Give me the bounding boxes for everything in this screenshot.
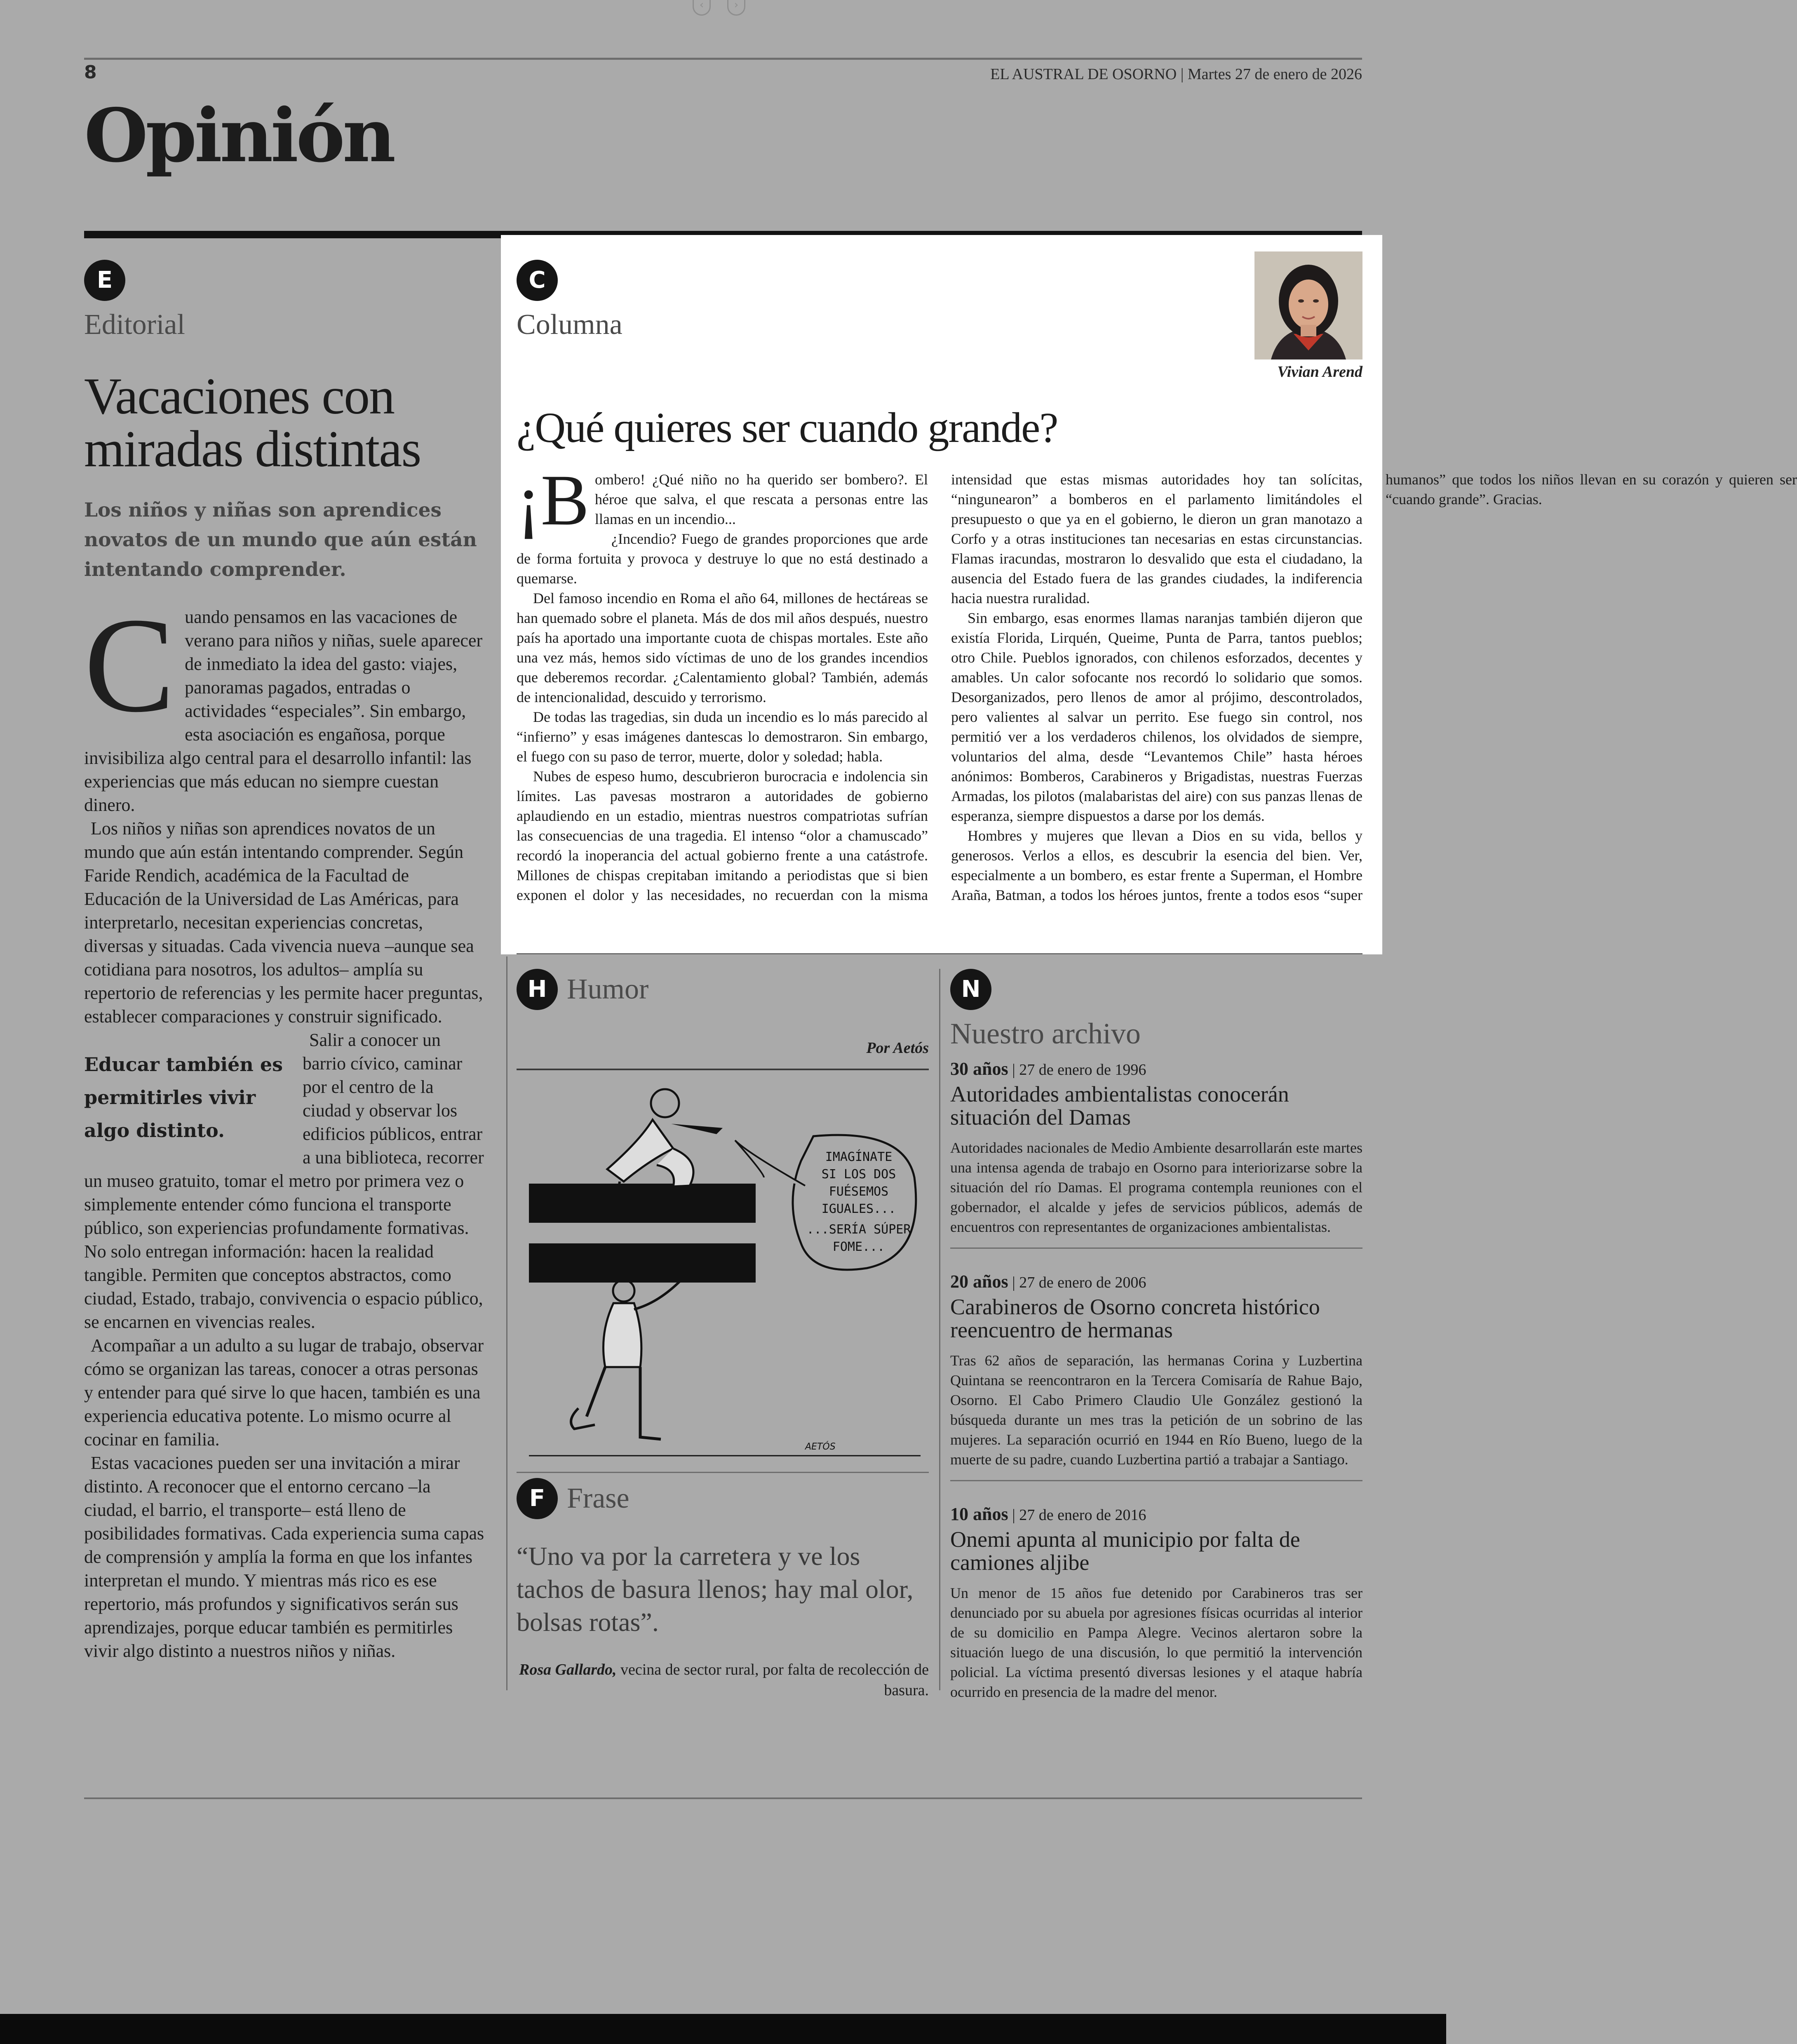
editorial-paragraph: Salir a conocer un barrio cívico, caminar por el centro de la ciudad y observar los edificios públicos, entrar a una biblioteca, recorrer un museo gratuito, tomar el metro por primera vez o simplemente entender cómo funciona el transporte público, son experiencias profundamente formativas. No solo entregan información: hacen la realidad tangible. Permiten que conceptos abstractos, como ciudad, Estado, trabajo, convivencia o espacio público, se encarnen en vivencias reales. bbox=[84, 1030, 484, 1332]
archive-years bbox=[950, 1058, 1362, 1079]
column-divider bbox=[939, 969, 940, 1690]
bubble-line: IGUALES... bbox=[821, 1202, 896, 1216]
bubble-line: IMAGÍNATE bbox=[825, 1150, 893, 1164]
quote-source-detail: vecina de sector rural, por falta de recolección de basura. bbox=[616, 1661, 929, 1699]
archive-item bbox=[950, 1058, 1362, 1248]
editorial-dropcap: C bbox=[84, 590, 175, 740]
column-headline: ¿Qué quieres ser cuando grande? bbox=[517, 404, 1058, 451]
quote-text: “Uno va por la carretera y ve los tachos de basura llenos; hay mal olor, bolsas rotas”. bbox=[517, 1541, 914, 1637]
quote-source-name: Rosa Gallardo, bbox=[519, 1661, 617, 1678]
archive-years bbox=[950, 1504, 1362, 1525]
editorial-article bbox=[84, 260, 486, 1663]
archive-years bbox=[950, 1271, 1362, 1292]
archive-years-ago: 20 años bbox=[950, 1271, 1008, 1292]
column-divider bbox=[506, 956, 507, 1690]
cartoon-signature: AETÓS bbox=[805, 1442, 836, 1452]
column-dropcap: ¡B bbox=[517, 460, 589, 540]
column-paragraph: ¿Incendio? Fuego de grandes proporciones que arde de forma fortuita y provoca y destruye lo que no está destinado a quemarse. bbox=[517, 531, 928, 587]
humor-rule bbox=[517, 1069, 929, 1070]
editorial-paragraph: Acompañar a un adulto a su lugar de trabajo, observar cómo se organizan las tareas, conocer a otras personas y entender para qué sirve lo que hacen, también es una experiencia educativa potente. Lo mismo ocurre al cocinar en familia. bbox=[84, 1335, 484, 1450]
archive-date: | 27 de enero de 2016 bbox=[1008, 1506, 1146, 1524]
archive-text: Un menor de 15 años fue detenido por Carabineros tras ser denunciado por su abuela por agresiones físicas ocurridas al interior de su domicilio en Pampa Alegre. Vecinos alertaron sobre la situación luego de una discusión, lo que permitió la intervención policial. La víctima presentó diversas lesiones y el ataque habría ocurrido en presencia de la madre del menor. bbox=[950, 1585, 1362, 1700]
quote-badge: F bbox=[517, 1478, 558, 1519]
opinion-column bbox=[501, 235, 1797, 954]
bubble-line: FUÉSEMOS bbox=[829, 1184, 889, 1199]
quote-header bbox=[517, 1478, 929, 1519]
editorial-label: Editorial bbox=[84, 309, 185, 341]
cartoon-illustration bbox=[517, 1078, 929, 1470]
quote-block bbox=[517, 1478, 929, 1701]
humor-block bbox=[517, 969, 929, 1473]
page-nav bbox=[693, 0, 745, 16]
humor-badge: H bbox=[517, 969, 558, 1010]
archive-years-ago: 10 años bbox=[950, 1504, 1008, 1524]
archive-headline: Onemi apunta al municipio por falta de camiones aljibe bbox=[950, 1527, 1300, 1575]
top-rule bbox=[84, 58, 1362, 60]
section-title: Opinión bbox=[84, 92, 394, 179]
archive-item bbox=[950, 1480, 1362, 1713]
editorial-body bbox=[84, 590, 486, 1663]
column-paragraph: Sin embargo, esas enormes llamas naranjas también dijeron que existía Florida, Lirquén, Queime, Punta de Parra, tantos pueblos; otro Chile. Pueblos ignorados, con chilenos esforzados, decentes y amables. Un calor sofocante nos recordó lo solidario que somos. Desorganizados, pero llenos de amor al prójimo, descontrolados, pero valientes al salvar un perrito. Ese fuego sin control, nos permitió ver a los verdaderos chilenos, los olvidados de siempre, voluntarios del alma, desde “Levantemos Chile” hasta héroes anónimos: Bomberos, Carabineros y Brigadistas, nuestras Fuerzas Armadas, los pilotos (malabaristas del aire) con sus panzas llenas de esperanza, siempre dispuestos a darse por los demás. bbox=[951, 610, 1362, 824]
column-paragraph-text: ombero! ¿Qué niño no ha querido ser bombero?. El héroe que salva, el que rescata a personas entre las llamas en un incendio... bbox=[595, 471, 928, 527]
page-bottom-rule bbox=[84, 1797, 1362, 1799]
humor-header bbox=[517, 969, 929, 1010]
bubble-line: FOME... bbox=[832, 1240, 885, 1254]
column-paragraph: Del famoso incendio en Roma el año 64, millones de hectáreas se han quemado sobre el planeta. Más de dos mil años después, nuestro país ha aportado una importante cuota de chispas mortales. Este año una vez más, hemos sido víctimas de uno de los grandes incendios que deberemos recordar. ¿Calentamiento global? También, además de intencionalidad, descuido y terrorismo. bbox=[517, 590, 928, 705]
author-name: Vivian Arend bbox=[1277, 363, 1362, 381]
column-paragraph: Hombres y mujeres que llevan a Dios en su vida, bellos y generosos. Verlos a ellos, es descubrir la esencia del bien. Ver, especialmente a un bombero, es estar frente a Superman, el Hombre Araña, Batman, a todos los héroes juntos, frente a todos esos “super humanos” que todos los niños llevan en su corazón y quieren ser “cuando grande”. Gracias. bbox=[951, 471, 1797, 903]
editorial-headline: Vacaciones con miradas distintas bbox=[84, 368, 421, 478]
column-paragraph bbox=[517, 460, 928, 540]
archive-text: Autoridades nacionales de Medio Ambiente desarrollarán este martes una intensa agenda de trabajo en Osorno para interiorizarse sobre la situación del río Damas. El programa contempla reuniones con el gobernador, el alcalde y jefes de servicios públicos, además de encuentros con representantes de organizaciones ambientalistas. bbox=[950, 1139, 1362, 1235]
editorial-deck: Los niños y niñas son aprendices novatos de un mundo que aún están intentando comprender. bbox=[84, 499, 477, 581]
issue-date: Martes 27 de enero de 2026 bbox=[1187, 66, 1362, 83]
editorial-pullquote: Educar también es permitirles vivir algo distinto. bbox=[84, 1053, 283, 1142]
archive-headline: Autoridades ambientalistas conocerán situación del Damas bbox=[950, 1082, 1289, 1130]
editorial-paragraph: Los niños y niñas son aprendices novatos de un mundo que aún están intentando comprender. Según Faride Rendich, académica de la Facultad de Educación de la Universidad de Las Américas, para interpretarlo, necesitan experiencias concretas, diversas y situadas. Cada vivencia nueva –aunque sea cotidiana para nosotros, los adultos– amplía su repertorio de referencias y les permite hacer preguntas, establecer comparaciones y construir significado. bbox=[84, 818, 483, 1027]
masthead-line bbox=[990, 65, 1362, 83]
publication-name: EL AUSTRAL DE OSORNO bbox=[990, 66, 1177, 83]
column-badge: C bbox=[517, 260, 558, 301]
editorial-paragraph: uando pensamos en las vacaciones de verano para niños y niñas, suele aparecer de inmediato la idea del gasto: viajes, panoramas pagados, entradas o actividades “especiales”. Sin embargo, esta asociación es engañosa, porque invisibiliza algo central para el desarrollo infantil: las experiencias que más educan no siempre cuestan dinero. bbox=[84, 607, 483, 815]
quote-label: Frase bbox=[567, 1482, 630, 1514]
humor-byline: Por Aetós bbox=[866, 1039, 929, 1057]
archive-title: Nuestro archivo bbox=[950, 1017, 1141, 1050]
archive-date: | 27 de enero de 1996 bbox=[1008, 1061, 1146, 1078]
editorial-paragraph: Estas vacaciones pueden ser una invitación a mirar distinto. A reconocer que el entorno cercano –la ciudad, el barrio, el transporte– está lleno de posibilidades formativas. Cada experiencia suma capas de comprensión y amplía la forma en que los infantes interpretan el mundo. Y mientras más rico es ese repertorio, más profundos y significativos serán sus aprendizajes, porque educar también es permitirles vivir algo distinto a nuestros niños y niñas. bbox=[84, 1453, 484, 1661]
viewer-bottom-bar bbox=[0, 2014, 1446, 2044]
humor-bottom-rule bbox=[517, 1472, 929, 1473]
masthead-separator: | bbox=[1180, 66, 1188, 83]
quote-attribution bbox=[517, 1659, 929, 1701]
archive-years-ago: 30 años bbox=[950, 1059, 1008, 1079]
editorial-badge: E bbox=[84, 260, 125, 301]
column-bottom-rule bbox=[517, 953, 1362, 954]
archive-headline: Carabineros de Osorno concreta histórico reencuentro de hermanas bbox=[950, 1295, 1320, 1342]
page-number: 8 bbox=[84, 62, 97, 83]
column-label: Columna bbox=[517, 309, 622, 341]
humor-label: Humor bbox=[567, 973, 649, 1005]
bubble-line: SI LOS DOS bbox=[821, 1167, 896, 1182]
archive-text: Tras 62 años de separación, las hermanas Corina y Luzbertina Quintana se reencontraron en la Tercera Comisaría de Rahue Bajo, Osorno. El Cabo Primero Claudio Ule González gestionó la búsqueda durante un mes tras la petición de un sobrino de las mujeres. La separación ocurrió en 1944 en Río Bueno, luego de la muerte de su padre, cuando Luzbertina partió a trabajar a Santiago. bbox=[950, 1352, 1362, 1468]
bubble-line: ...SERÍA SÚPER bbox=[806, 1222, 911, 1237]
archive-item bbox=[950, 1248, 1362, 1480]
archive-date: | 27 de enero de 2006 bbox=[1008, 1274, 1146, 1291]
next-page-icon[interactable]: › bbox=[727, 0, 745, 16]
archive-block bbox=[950, 969, 1362, 1713]
archive-badge: N bbox=[950, 969, 991, 1010]
column-paragraph: Nubes de espeso humo, descubrieron burocracia e indolencia sin límites. Las pavesas mostraron a autoridades de gobierno aplaudiendo en un estadio, mientras nuestros compatriotas sufrían las consecuencias de una tragedia. El intenso “olor a chamuscado” recordó la inoperancia del actual gobierno frente a una catástrofe. Millones de chispas crepitaban imitando a periodistas que si bien exponen el dolor y las necesidades, no recuerdan con la misma intensidad que estas mismas autoridades hoy tan solícitas, “ninguneаron” a bomberos en el parlamento limitándoles el presupuesto o que ya en el gobierno, le dieron un gran manotazo a Corfo y a otras instituciones tan necesarias en estas circunstancias. Flamas iracundas, mostraron lo desvalido que esta el ciudadano, la ausencia del Estado fuera de las grandes ciudades, la indiferencia hacia nuestra ruralidad. bbox=[517, 471, 1362, 903]
prev-page-icon[interactable]: ‹ bbox=[693, 0, 711, 16]
column-paragraph: De todas las tragedias, sin duda un incendio es lo más parecido al “infierno” y esas imágenes dantescas lo demostraron. Sin embargo, el fuego con su paso de terror, muerte, dolor y soledad; habla. bbox=[517, 709, 928, 765]
author-avatar bbox=[1254, 251, 1362, 359]
column-body bbox=[517, 460, 1797, 921]
